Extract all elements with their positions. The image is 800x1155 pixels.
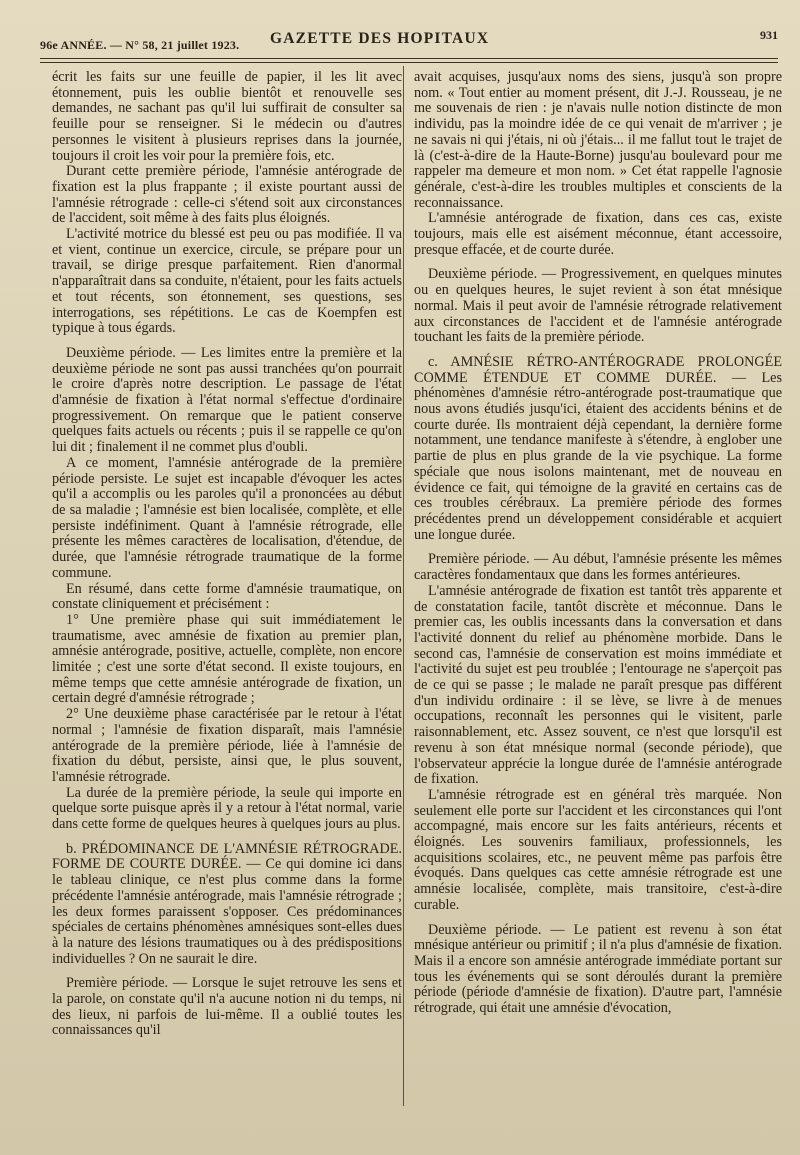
journal-title: GAZETTE DES HOPITAUX bbox=[270, 30, 490, 47]
paragraph: Deuxième période. — Le patient est revenu à son état mnésique antérieur ou primitif ; il n'a plus d'amnésie de fixation. Mais il a encore son amnésie antérograde immédiate portant sur tous les événements qui se sont déroulés durant la première période (période d'amnésie de fixation). D'autre part, l'amnésie rétrograde, qui était une amnésie d'évocation, bbox=[414, 921, 782, 1017]
section-heading-paragraph: c. AMNÉSIE RÉTRO-ANTÉROGRADE PROLONGÉE COMME ÉTENDUE ET COMME DURÉE. — Les phénomènes d'amnésie rétro-antérograde post-traumatique que nous avons étudiés jusqu'ici, étaient des accidents bénins et de courte durée. Ils montraient déjà cependant, la dernière forme notamment, une tendance manifeste à s'étendre, à englober une partie de plus en plus grande de la vie psychique. La forme spéciale que nous isolons maintenant, met de nouveau en évidence ce fait, qui témoigne de la gravité en certains cas de ces troubles cérébraux. La première période des formes précédentes prend un développement considérable et acquiert une longue durée. bbox=[414, 353, 782, 543]
paragraph: L'amnésie antérograde de fixation, dans ces cas, existe toujours, mais elle est aisément méconnue, étant accessoire, presque effacée, et de courte durée. bbox=[414, 210, 782, 258]
right-column bbox=[414, 70, 782, 1017]
page-number: 931 bbox=[760, 28, 778, 42]
issue-info: 96e ANNÉE. — N° 58, 21 juillet 1923. bbox=[40, 38, 240, 52]
paragraph: Deuxième période. — Progressivement, en quelques minutes ou en quelques heures, le sujet revient à son état mnésique normal. Mais il peut avoir de l'amnésie rétrograde relativement aux circonstances de l'accident et de l'amnésie antérograde touchant les faits de la première période. bbox=[414, 266, 782, 346]
paragraph: écrit les faits sur une feuille de papier, il les lit avec étonnement, puis les oublie bientôt et renouvelle ses demandes, ne sachant pas qu'il lui suffirait de consulter sa feuille pour se renseigner. Si le médecin ou d'autres personnes le visitent à plusieurs reprises dans la journée, toujours il croit les voir pour la première fois, etc. bbox=[52, 69, 402, 164]
paragraph: 1° Une première phase qui suit immédiatement le traumatisme, avec amnésie de fixation au premier plan, amnésie antérograde, positive, actuelle, complète, non encore limitée ; c'est une sorte d'état second. Il existe toujours, en même temps que cette amnésie antérograde de fixation, un certain degré d'amnésie rétrograde ; bbox=[52, 611, 402, 707]
paragraph: L'amnésie antérograde de fixation est tantôt très apparente et de constatation facile, tantôt discrète et méconnue. Dans le premier cas, les oublis incessants dans la conversation et dans l'activité donnent du relief au phénomène morbide. Dans le second cas, l'amnésie de conservation est moins immédiate et l'activité du sujet est peu troublée ; l'entourage ne s'aperçoit pas de ce qui se passe ; le malade ne paraît presque pas différent d'un individu ordinaire : il se lève, se livre à de menues occupations, reconnaît les personnes qui le visitent, parle raisonnablement, etc. Assez souvent, ce n'est que lorsqu'il est revenu à son état mnésique normal (seconde période), que l'observateur apprécie la longue durée de l'amnésie antérograde de fixation. bbox=[414, 582, 782, 788]
paragraph: L'activité motrice du blessé est peu ou pas modifiée. Il va et vient, continue un exercice, circule, se prépare pour un travail, se dirige presque parfaitement. Rien d'anormal n'apparaîtrait dans sa conduite, n'étaient, pour les faits actuels et tout récents, son étonnement, ses questions, ses interrogations, ses répétitions. Le cas de Koempfen est typique à tous égards. bbox=[52, 226, 402, 337]
column-divider bbox=[403, 66, 404, 1106]
paragraph: Deuxième période. — Les limites entre la première et la deuxième période ne sont pas aussi tranchées qu'on pourrait le croire d'après notre description. Le passage de l'état d'amnésie de fixation à l'état normal s'effectue d'ordinaire progressivement. On remarque que le patient conserve quelques faits actuels ou récents ; puis il se rappelle ce qu'on lui dit ; finalement il ne commet plus d'oubli. bbox=[52, 344, 402, 456]
paragraph: A ce moment, l'amnésie antérograde de la première période persiste. Le sujet est incapable d'évoquer les actes qu'il a accomplis ou les paroles qu'il a prononcées au début de sa maladie ; l'amnésie est bien localisée, complète, et elle persiste indéfiniment. Quant à l'amnésie rétrograde, elle présente les mêmes caractères de localisation, d'étendue, de durée, que l'amnésie rétrograde traumatique de la forme commune. bbox=[52, 454, 402, 581]
header-rule bbox=[40, 58, 778, 63]
paragraph: En résumé, dans cette forme d'amnésie traumatique, on constate cliniquement et précisément : bbox=[52, 580, 402, 613]
paragraph: avait acquises, jusqu'aux noms des siens, jusqu'à son propre nom. « Tout entier au moment présent, dit J.-J. Rousseau, je ne me souvenais de rien : je n'avais nulle notion distincte de mon individu, pas la moindre idée de ce qui venait de m'arriver ; je ne savais ni qui j'étais, ni où j'étais... il me fallut tout le trajet de là (c'est-à-dire de la Haute-Borne) jusqu'au boulevard pour me rappeler ma demeure et mon nom. » Cet état rappelle l'agnosie générale, c'est-à-dire les troubles multiples et conscients de la reconnaissance. bbox=[414, 69, 782, 211]
paragraph: Première période. — Lorsque le sujet retrouve les sens et la parole, on constate qu'il n'a aucune notion ni du temps, ni des lieux, ni parfois de lui-même. Il a oublié toutes les connaissances qu'il bbox=[52, 975, 402, 1039]
left-column bbox=[52, 70, 402, 1039]
paragraph: 2° Une deuxième phase caractérisée par le retour à l'état normal ; l'amnésie de fixation disparaît, mais l'amnésie antérograde de la première période, liée à l'amnésie de fixation du début, persiste, ainsi que, le plus souvent, l'amnésie rétrograde. bbox=[52, 706, 402, 785]
paragraph: La durée de la première période, la seule qui importe en quelque sorte puisque après il y a retour à l'état normal, varie dans cette forme de quelques heures à quelques jours au plus. bbox=[52, 784, 402, 833]
page-header bbox=[40, 28, 778, 56]
paragraph: Première période. — Au début, l'amnésie présente les mêmes caractères fondamentaux que dans les formes antérieures. bbox=[414, 551, 782, 584]
section-heading-paragraph: b. PRÉDOMINANCE DE L'AMNÉSIE RÉTROGRADE. FORME DE COURTE DURÉE. — Ce qui domine ici dans le tableau clinique, ce n'est plus comme dans la forme précédente l'amnésie antérograde, mais l'amnésie rétrograde ; les deux formes paraissent s'opposer. Ces prédominances spéciales de certains phénomènes amnésiques sont-elles dues à la nature des lésions traumatiques ou à des prédispositions individuelles ? On ne saurait le dire. bbox=[52, 840, 402, 967]
paragraph: Durant cette première période, l'amnésie antérograde de fixation est la plus frappante ; il existe pourtant aussi de l'amnésie rétrograde : celle-ci s'étend soit aux circonstances de l'accident, soit même à des faits plus éloignés. bbox=[52, 163, 402, 227]
paragraph: L'amnésie rétrograde est en général très marquée. Non seulement elle porte sur l'accident et les circonstances qui l'ont accompagné, mais encore sur les faits antérieurs, récents et éloignés. Les souvenirs familiaux, professionnels, les acquisitions scolaires, etc., ne peuvent même pas parfois être évoqués. Dans quelques cas cette amnésie rétrograde est une amnésie localisée, complète, mais transitoire, c'est-à-dire curable. bbox=[414, 786, 782, 913]
